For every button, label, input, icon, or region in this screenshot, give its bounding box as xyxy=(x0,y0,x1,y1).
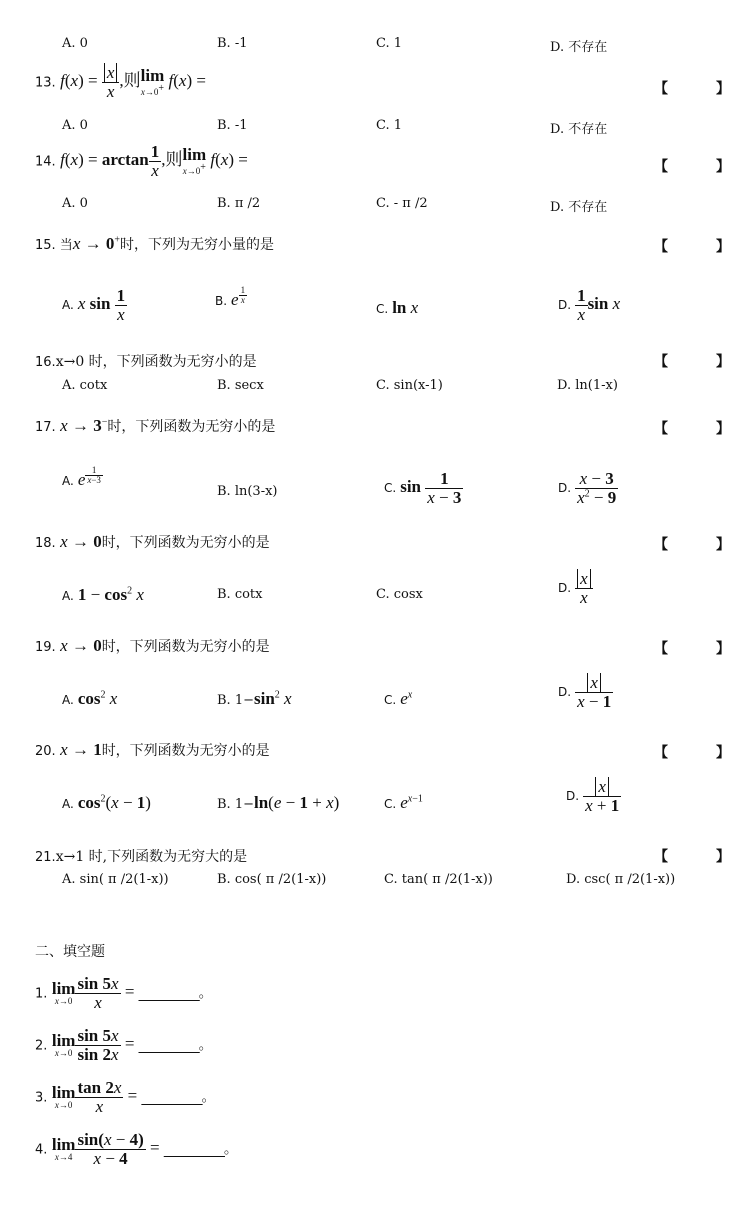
q17-option-a: A. e $^{\frac{1}{x-3}}$ xyxy=(62,465,101,489)
fill-question-4: 4. lim x→4 $\frac{\sin(x - 4)}{x - 4}$ = __________。 xyxy=(35,1130,238,1168)
question-number: 1. xyxy=(35,986,48,1002)
question-18: 18. x → 0时，下列函数为无穷小的是 xyxy=(35,532,270,551)
q16-option-c: C. sin(x-1) xyxy=(376,378,443,393)
answer-bracket-left: 【 xyxy=(654,421,668,437)
q15-option-d: D. $\frac{1}{x}$ sin x xyxy=(558,286,621,324)
question-13: 13. f(x) = $\frac{x}{x}$ ,则lim x→0+ f(x) = xyxy=(35,63,206,101)
question-number: 4. xyxy=(35,1142,48,1158)
question-text: 时，下列函数为无穷小的是 xyxy=(101,639,270,655)
question-text: 时，下列函数为无穷小的是 xyxy=(101,535,270,551)
answer-bracket-right: 】 xyxy=(716,745,730,761)
question-text: x→1 时,下列函数为无穷大的是 xyxy=(55,849,248,865)
q19-option-c: C. $e^x$ xyxy=(384,689,413,708)
question-text: ,则 xyxy=(161,150,183,170)
q15-option-c: C. ln x xyxy=(376,298,419,317)
answer-blank[interactable]: __________ xyxy=(163,1141,224,1158)
q20-option-d: D. $\frac{x}{x + 1}$ xyxy=(566,777,620,815)
q15-option-a: A. x sin $\frac{1}{x}$ xyxy=(62,286,126,324)
question-text: 时，下列函数为无穷小的是 xyxy=(107,419,276,435)
question-21 xyxy=(35,846,247,866)
period: 。 xyxy=(198,1037,213,1054)
answer-blank[interactable]: __________ xyxy=(138,1037,199,1054)
fill-question-1: 1. lim x→0 $\frac{\sin 5x}{x}$ = __________。 xyxy=(35,974,213,1012)
q14-option-b: B. π /2 xyxy=(217,196,261,211)
answer-bracket-left: 【 xyxy=(654,745,668,761)
answer-bracket-left: 【 xyxy=(654,537,668,553)
answer-bracket-right: 】 xyxy=(716,81,730,97)
question-number: 3. xyxy=(35,1090,48,1106)
q18-option-c: C. cosx xyxy=(376,587,423,602)
q17-option-b: B. ln(3-x) xyxy=(217,484,278,499)
question-14: 14. f(x) = arctan $\frac{1}{x}$ ,则lim x→0+ f(x) = xyxy=(35,142,248,180)
answer-bracket-left: 【 xyxy=(654,354,668,370)
q14-option-d: D. 不存在 xyxy=(550,200,608,215)
q12-option-c: C. 1 xyxy=(376,36,403,51)
question-16 xyxy=(35,351,257,371)
q13-option-b: B. -1 xyxy=(217,118,248,133)
question-20: 20. x → 1时，下列函数为无穷小的是 xyxy=(35,740,270,759)
question-number: 18. xyxy=(35,536,56,551)
period: 。 xyxy=(198,985,213,1002)
answer-bracket-right: 】 xyxy=(716,537,730,553)
q19-option-b: B. $1-\sin^2$ x xyxy=(217,689,292,708)
fill-question-3: 3. lim x→0 $\frac{\tan 2x}{x}$ = __________。 xyxy=(35,1078,216,1116)
question-19: 19. x → 0时，下列函数为无穷小的是 xyxy=(35,636,270,655)
q16-option-d: D. ln(1-x) xyxy=(557,378,618,393)
q19-option-a: A. $\cos^2 x$ xyxy=(62,689,118,708)
question-number: 21. xyxy=(35,850,56,865)
question-text: 时，下列函数为无穷小的是 xyxy=(101,743,270,759)
question-number: 16. xyxy=(35,355,56,370)
q16-option-a: A. cotx xyxy=(62,378,108,393)
q14-option-c: C. - π /2 xyxy=(376,196,428,211)
answer-bracket-left: 【 xyxy=(654,159,668,175)
answer-bracket-right: 】 xyxy=(716,354,730,370)
answer-blank[interactable]: __________ xyxy=(138,985,199,1002)
q18-option-b: B. cotx xyxy=(217,587,263,602)
q16-option-b: B. secx xyxy=(217,378,264,393)
answer-bracket-right: 】 xyxy=(716,641,730,657)
section-title: 二、填空题 xyxy=(35,944,105,960)
question-number: 13. xyxy=(35,75,56,91)
q21-option-a: A. sin( π /2(1-x)) xyxy=(62,872,169,887)
answer-blank[interactable]: __________ xyxy=(141,1089,202,1106)
q21-option-c: C. tan( π /2(1-x)) xyxy=(384,872,493,887)
question-number: 15. 当 xyxy=(35,238,73,253)
answer-bracket-left: 【 xyxy=(654,81,668,97)
q12-option-a: A. 0 xyxy=(62,36,88,51)
question-number: 14. xyxy=(35,154,56,170)
q17-option-c: C. sin $\frac{1}{x - 3}$ xyxy=(384,469,462,507)
q19-option-d: D. $\frac{x}{x - 1}$ xyxy=(558,673,612,711)
q20-option-b: B. 1−ln(e − 1 + x) xyxy=(217,793,340,812)
question-number: 17. xyxy=(35,420,56,435)
question-number: 20. xyxy=(35,744,56,759)
question-text: 时，下列为无穷小量的是 xyxy=(120,237,274,253)
q18-option-a: A. $1 - \cos^2 x$ xyxy=(62,585,144,604)
q13-option-d: D. 不存在 xyxy=(550,122,608,137)
q12-option-b: B. -1 xyxy=(217,36,248,51)
q21-option-d: D. csc( π /2(1-x)) xyxy=(566,872,676,887)
q21-option-b: B. cos( π /2(1-x)) xyxy=(217,872,327,887)
q20-option-a: A. $\cos^2(x - 1)$ xyxy=(62,793,151,812)
answer-bracket-right: 】 xyxy=(716,421,730,437)
period: 。 xyxy=(223,1141,238,1158)
q17-option-d: D. $\frac{x - 3}{x^2 - 9}$ xyxy=(558,469,617,507)
fill-question-2: 2. lim x→0 $\frac{\sin 5x}{\sin 2x}$ = __________。 xyxy=(35,1026,213,1064)
period: 。 xyxy=(201,1089,216,1106)
q15-option-b: B. e $^{\frac{1}{x}}$ xyxy=(215,285,246,309)
function-name: arctan xyxy=(101,150,149,170)
answer-bracket-right: 】 xyxy=(716,239,730,255)
question-text: x→0 时，下列函数为无穷小的是 xyxy=(55,354,257,370)
q13-option-c: C. 1 xyxy=(376,118,403,133)
q14-option-a: A. 0 xyxy=(62,196,88,211)
answer-bracket-right: 】 xyxy=(716,159,730,175)
question-number: 2. xyxy=(35,1038,48,1054)
answer-bracket-left: 【 xyxy=(654,239,668,255)
question-15: 15. 当x → 0+时，下列为无穷小量的是 xyxy=(35,234,274,253)
q18-option-d: D. $\frac{x}{x}$ xyxy=(558,570,593,607)
answer-bracket-right: 】 xyxy=(716,849,730,865)
answer-bracket-left: 【 xyxy=(654,641,668,657)
answer-bracket-left: 【 xyxy=(654,849,668,865)
q13-option-a: A. 0 xyxy=(62,118,88,133)
q20-option-c: C. $e^{x-1}$ xyxy=(384,793,423,812)
question-17: 17. x → 3−时，下列函数为无穷小的是 xyxy=(35,416,276,435)
q12-option-d: D. 不存在 xyxy=(550,40,608,55)
question-number: 19. xyxy=(35,640,56,655)
question-text: ,则 xyxy=(119,71,141,91)
